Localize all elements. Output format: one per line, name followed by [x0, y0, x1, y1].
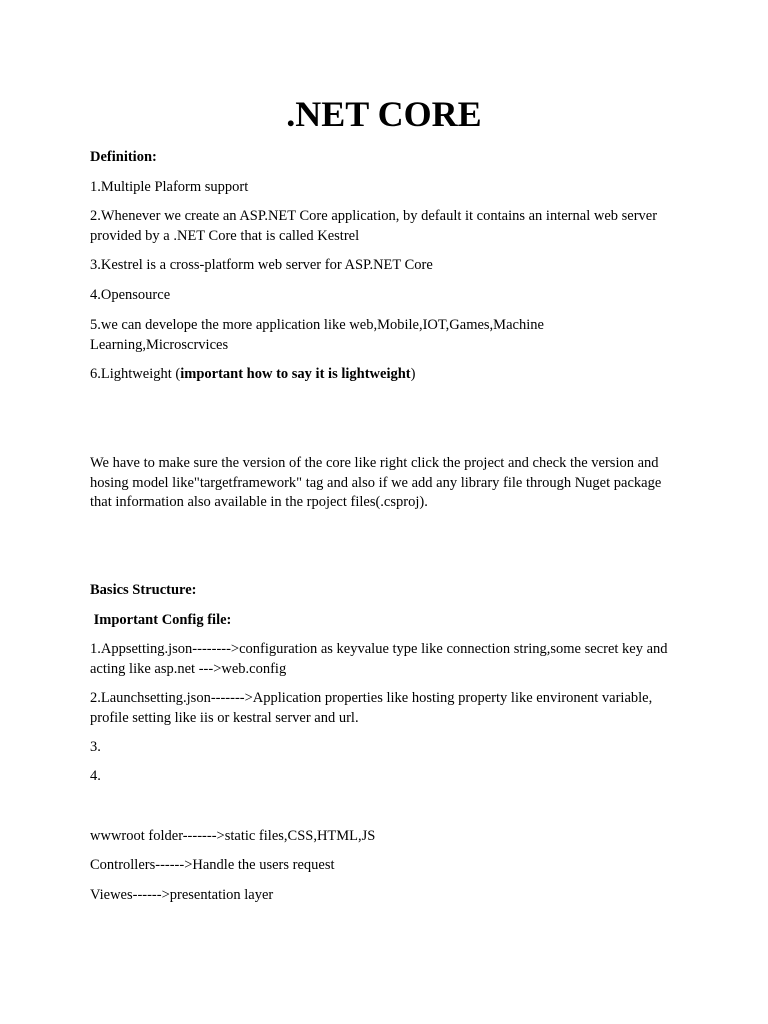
point-6-suffix: ) [410, 366, 416, 382]
version-paragraph: We have to make sure the version of the core like right click the project and check the version and hosing model like"targetframework" tag and also if we add any library file through Nuget package that information also available in the rpoject files(.csproj). [90, 455, 662, 510]
definition-point-4: 4.Opensource [90, 287, 171, 303]
folder-item-views: Viewes------>presentation layer [90, 887, 274, 903]
config-item-1: 1.Appsetting.json-------->configuration as keyvalue type like connection string,some secret key and acting like asp.net --->web.config [90, 641, 668, 677]
basics-structure-heading: Basics Structure: [90, 582, 197, 598]
config-file-heading: Important Config file: [90, 612, 232, 628]
folder-item-wwwroot: wwwroot folder------->static files,CSS,HTML,JS [90, 828, 376, 844]
definition-heading: Definition: [90, 149, 157, 165]
page-title: .NET CORE [286, 94, 482, 134]
point-6-prefix: 6.Lightweight ( [90, 366, 181, 382]
config-item-3: 3. [90, 739, 101, 755]
point-6-bold: important how to say it is lightweight [180, 366, 411, 382]
definition-point-5: 5.we can develope the more application like web,Mobile,IOT,Games,Machine Learning,Microscrvices [90, 317, 544, 353]
definition-point-3: 3.Kestrel is a cross-platform web server for ASP.NET Core [90, 257, 433, 273]
definition-point-2: 2.Whenever we create an ASP.NET Core application, by default it contains an internal web server provided by a .NET Core that is called Kestrel [90, 208, 658, 244]
config-item-2: 2.Launchsetting.json------->Application properties like hosting property like environent variable, profile setting like iis or kestral server and url. [90, 690, 653, 726]
folder-item-controllers: Controllers------>Handle the users request [90, 857, 335, 873]
config-item-4: 4. [90, 768, 101, 784]
definition-point-1: 1.Multiple Plaform support [90, 179, 249, 195]
definition-point-6 [90, 365, 682, 385]
